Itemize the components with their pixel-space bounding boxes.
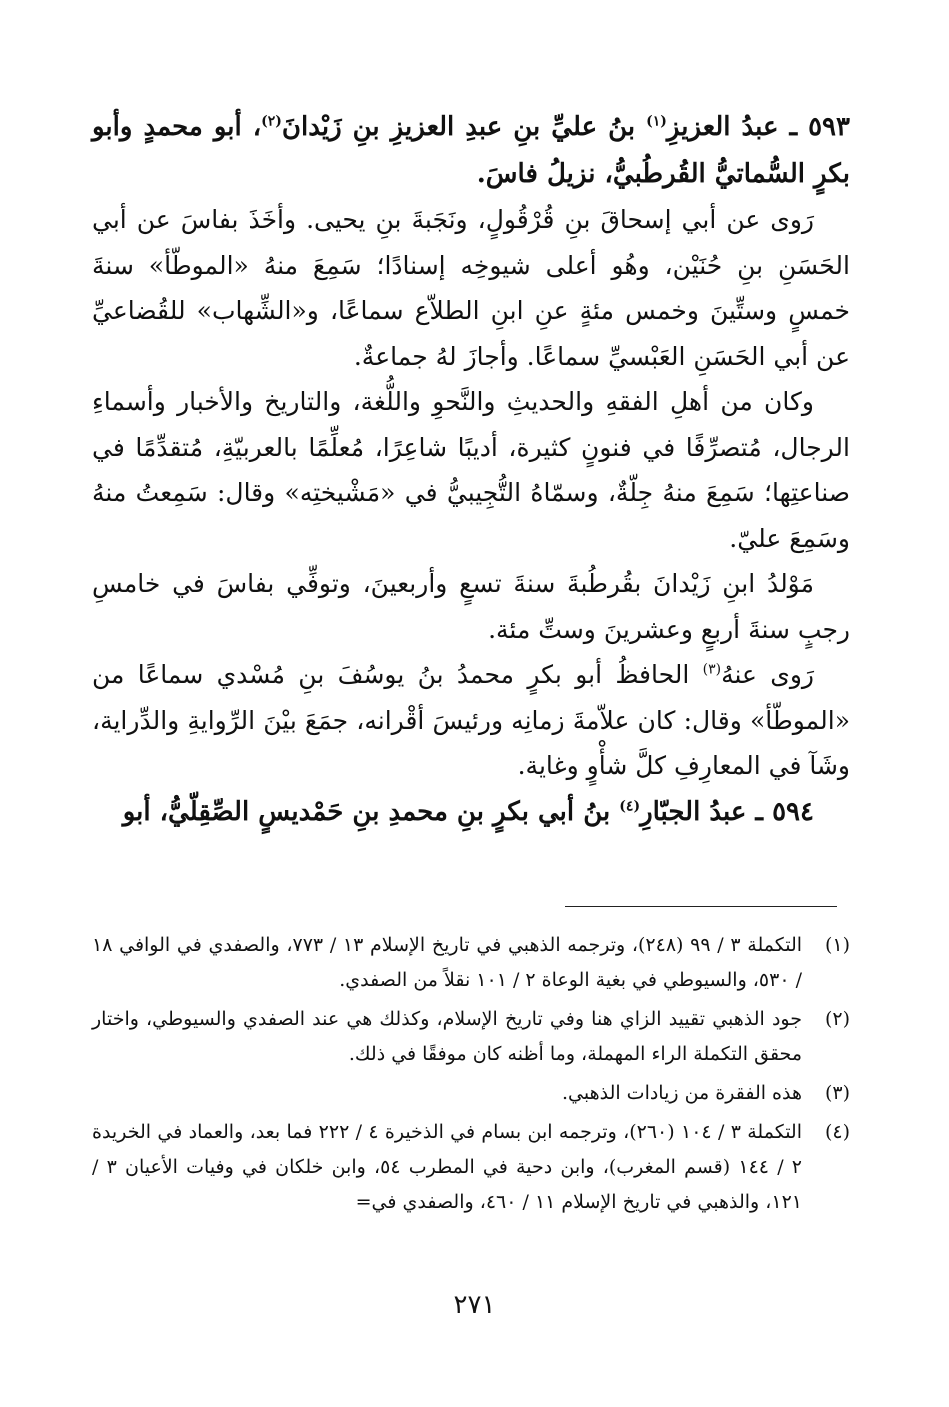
footnote-number: (٣): [824, 1082, 850, 1104]
footnote-ref-3[interactable]: (٣): [702, 661, 722, 678]
entry-593-lineage: بنُ عليِّ بنِ عبدِ العزيزِ بنِ زَيْدانَ: [281, 112, 647, 142]
entry-594-rest: بنُ أبي بكرٍ بنِ محمدِ بنِ حَمْديسٍ الصِّقِلّيُّ، أبو: [122, 796, 620, 827]
entry-594-number-name: ٥٩٤ ـ عبدُ الجبّارِ: [640, 796, 814, 827]
footnote-ref-4[interactable]: (٤): [619, 797, 641, 814]
footnote-2: [92, 1002, 850, 1072]
footnote-text: التكملة ٣ / ٩٩ (٢٤٨)، وترجمه الذهبي في تاريخ الإسلام ١٣ / ٧٧٣، والصفدي في الوافي ١٨ / ٥٣٠، والسيوطي في بغية الوعاة ٢ / ١٠١ نقلاً من الصفدي.: [92, 934, 803, 991]
footnote-divider: [565, 906, 837, 907]
footnotes: [92, 928, 850, 1224]
footnote-number: (٢): [824, 1008, 850, 1030]
entry-593-number-name: ٥٩٣ ـ عبدُ العزيزِ: [666, 112, 850, 142]
paragraph-birth-death: مَوْلدُ ابنِ زَيْدانَ بقُرطُبةَ سنةَ تسعٍ وأربعينَ، وتوفِّي بفاسَ في خامسِ رجبٍ سنةَ أربعٍ وعشرينَ وستِّ مئة.: [92, 569, 850, 644]
riwaya-intro: رَوى عنهُ: [721, 660, 814, 689]
footnote-text: هذه الفقرة من زيادات الذهبي.: [561, 1082, 802, 1104]
footnote-4: [92, 1115, 850, 1220]
footnote-ref-1[interactable]: (١): [646, 113, 667, 130]
footnote-3: [92, 1076, 850, 1111]
main-text: [92, 104, 850, 835]
page-number: ٢٧١: [453, 1290, 496, 1320]
footnote-1: [92, 928, 850, 998]
entry-593-kunya: ، أبو محمدٍ وأبو بكرٍ السُّماتيُّ القُرطُبيُّ، نزيلُ فاسَ.: [92, 112, 850, 189]
footnote-number: (١): [824, 934, 850, 956]
riwaya-text: الحافظُ أبو بكرٍ محمدُ بنُ يوسُفَ بنِ مُسْدي سماعًا من «الموطّأ» وقال: كان علاّمةَ زمانِه ورئيسَ أقْرانه، جمَعَ بيْنَ الرِّوايةِ والدِّراية، وشَآ في المعارِفِ كلَّ شأْوٍ وغاية.: [92, 660, 850, 780]
entry-593-heading: [92, 112, 850, 189]
footnote-text: جود الذهبي تقييد الزاي هنا وفي تاريخ الإسلام، وكذلك هي عند الصفدي والسيوطي، واختار محقق التكملة الراء المهملة، وما أظنه كان موفقًا في ذلك.: [92, 1008, 802, 1065]
entry-594-heading: [123, 797, 814, 827]
entry-593: [92, 104, 850, 197]
paragraph-description: وكان من أهلِ الفقهِ والحديثِ والنَّحوِ واللُّغة، والتاريخ والأخبار وأسماءِ الرجال، مُتصرِّفًا في فنونٍ كثيرة، أديبًا شاعِرًا، مُعلِّمًا بالعربيّةِ، مُتقدِّمًا في صناعتِها؛ سَمِعَ منهُ جِلّةٌ، وسمّاهُ التُّجِيبيُّ في «مَشْيختِه» وقال: سَمِعتُ منهُ وسَمِعَ عليّ.: [92, 387, 850, 553]
paragraph-teachers: رَوى عن أبي إسحاقَ بنِ قُرْقُولٍ، ونَجَبةَ بنِ يحيى. وأخَذَ بفاسَ عن أبي الحَسَنِ بنِ حُنَيْن، وهُو أعلى شيوخِه إسنادًا؛ سَمِعَ منهُ «الموطّأ» سنةَ خمسٍ وستِّينَ وخمس مئةٍ عنِ ابنِ الطلاّع سماعًا، و«الشِّهاب» للقُضاعيِّ عن أبي الحَسَنِ العَبْسيِّ سماعًا. وأجازَ لهُ جماعةٌ.: [92, 205, 850, 371]
footnote-text: التكملة ٣ / ١٠٤ (٢٦٠)، وترجمه ابن بسام في الذخيرة ٤ / ٢٢٢ فما بعد، والعماد في الخريدة ٢ / ١٤٤ (قسم المغرب)، وابن دحية في المطرب ٥٤، وابن خلكان في وفيات الأعيان ٣ / ١٢١، والذهبي في تاريخ الإسلام ١١ / ٤٦٠، والصفدي في=: [92, 1121, 803, 1213]
entry-594: [92, 789, 850, 836]
paragraph-students: [92, 652, 850, 789]
footnote-ref-2[interactable]: (٢): [261, 113, 282, 130]
footnote-number: (٤): [824, 1121, 850, 1143]
